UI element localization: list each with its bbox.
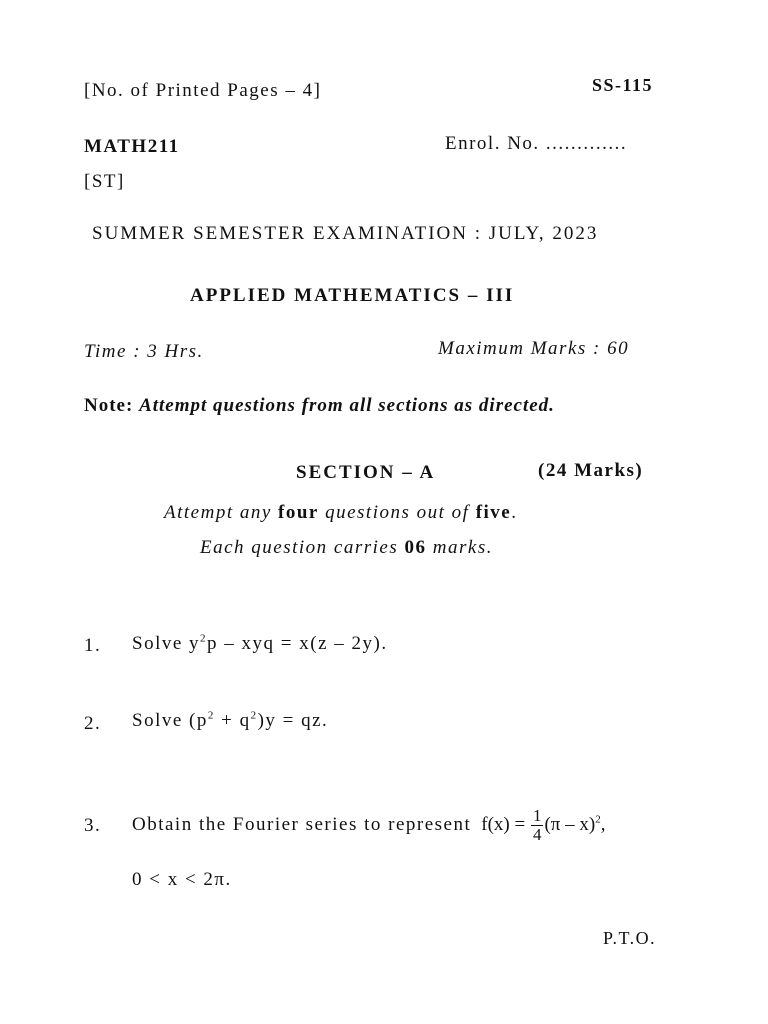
pto-label: P.T.O.	[603, 928, 657, 948]
question-1-number: 1.	[84, 635, 102, 656]
question-2-number: 2.	[84, 713, 102, 734]
exam-title: SUMMER SEMESTER EXAMINATION : JULY, 2023	[92, 223, 599, 244]
section-instruction-2: Each question carries 06 marks.	[200, 537, 493, 558]
question-3-number: 3.	[84, 815, 102, 836]
section-marks: (24 Marks)	[538, 460, 644, 481]
maximum-marks: Maximum Marks : 60	[438, 338, 630, 359]
subject-title: APPLIED MATHEMATICS – III	[190, 285, 515, 306]
question-3-range: 0 < x < 2π.	[132, 869, 232, 890]
section-instruction-1: Attempt any four questions out of five.	[164, 502, 518, 523]
tag-st: [ST]	[84, 171, 125, 192]
time-allowed: Time : 3 Hrs.	[84, 341, 204, 362]
section-heading: SECTION – A	[296, 462, 436, 483]
note-text: Attempt questions from all sections as directed.	[139, 395, 555, 416]
course-code: MATH211	[84, 136, 180, 157]
printed-pages: [No. of Printed Pages – 4]	[84, 80, 322, 101]
question-3-formula: f(x) = $\frac{1}{4}$ (π – x)$^2$,	[481, 805, 606, 844]
question-1-text: Solve $y^2p$ – xyq = x(z – 2y).	[132, 632, 388, 654]
fraction-one-quarter: $\frac{1}{4}$	[532, 805, 542, 844]
question-2-text: Solve $(p^2 + q^2)y$ = qz.	[132, 709, 329, 731]
note-label: Note:	[84, 395, 134, 416]
question-3-text: Obtain the Fourier series to represent f(x) = $\frac{1}{4}$ (π – x)$^2$,	[132, 805, 606, 844]
enrol-number-label: Enrol. No. .............	[445, 133, 628, 154]
note-line	[84, 395, 555, 417]
paper-code: SS-115	[592, 75, 654, 95]
